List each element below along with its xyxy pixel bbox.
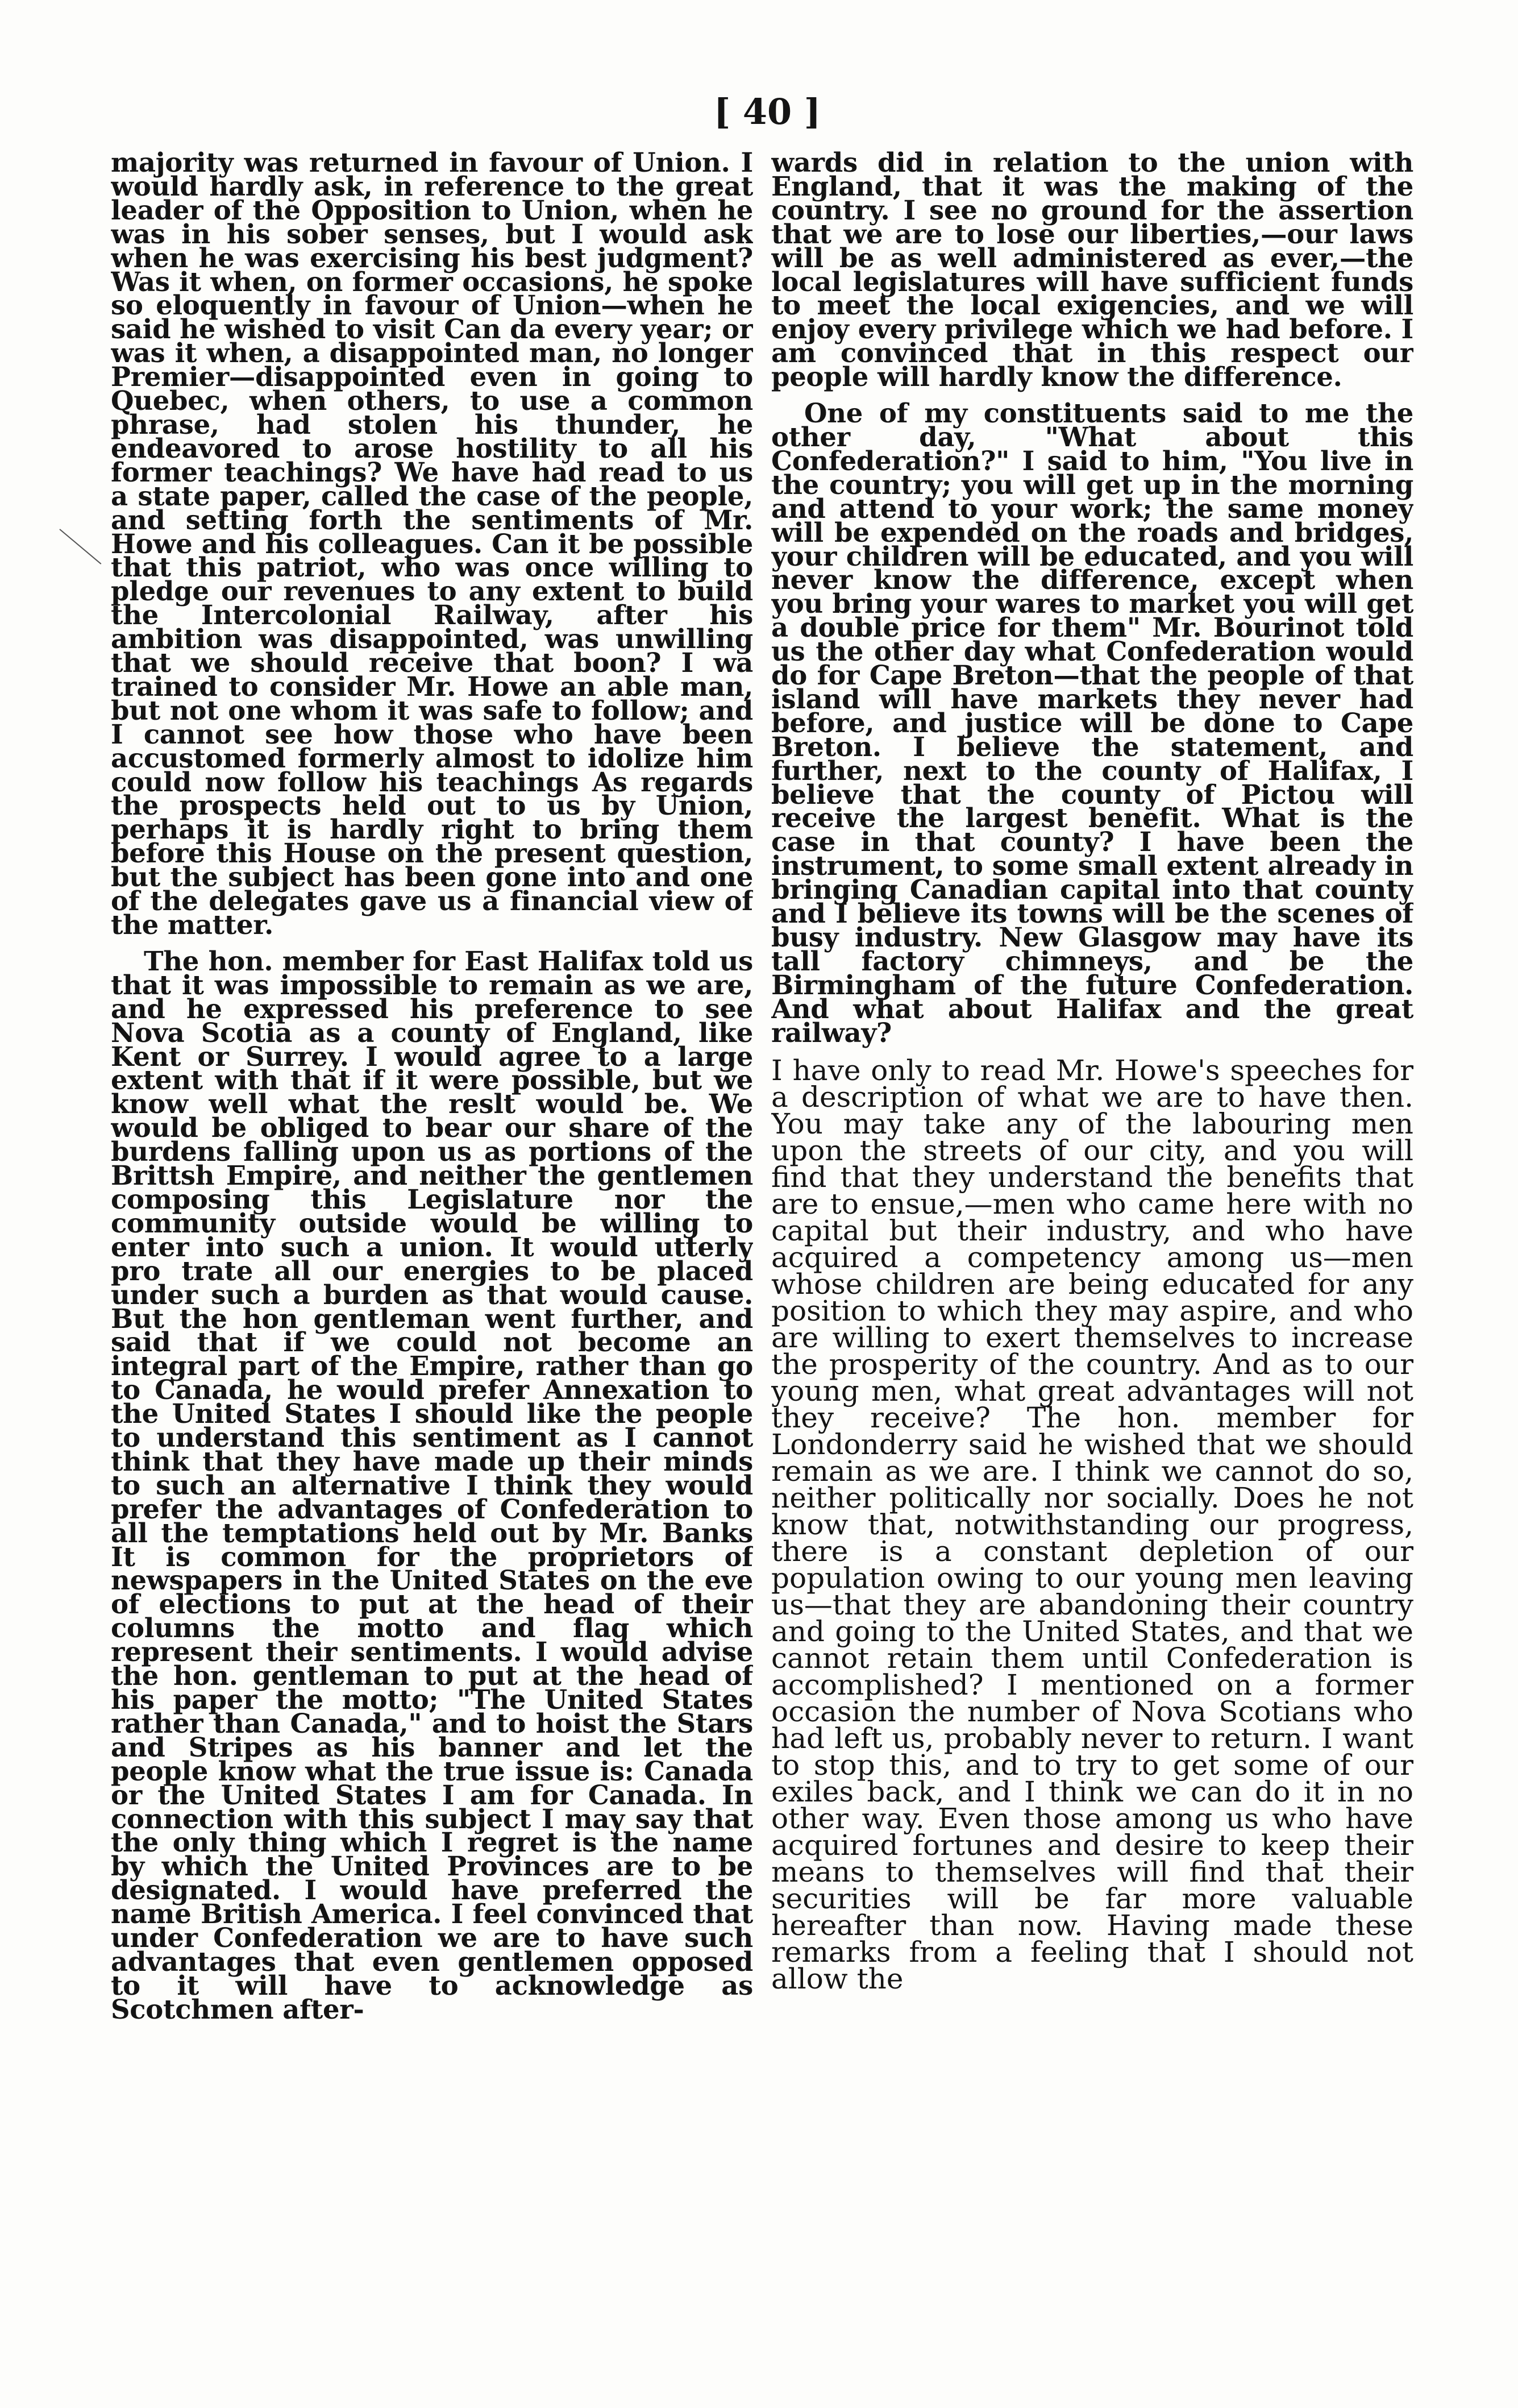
paragraph: wards did in relation to the union with England, that it was the making of the country. I see no ground for the assertion that we are to lose our liberties,—our laws will be as well administered as ever,—the local legislatures will have sufficient funds to meet the local exigencies, and we will enjoy every privilege which we had before. I am convinced that in this respect our people will hardly know the difference. [771,151,1413,393]
margin-mark [59,529,101,564]
paragraph: The hon. member for East Halifax told us that it was impossible to remain as we are, and he expressed his preference to see Nova Scotia as a county of England, like Kent or Surrey. I would agree to a large extent with that if it were possible, but we know well what the reslt would be. We would be obliged to bear our share of the burdens falling upon us as portions of the Brittsh Empire, and neither the gentlemen composing this Legislature nor the community outside would be willing to enter into such a union. It would utterly pro trate all our energies to be placed under such a burden as that would cause. But the hon gentleman went further, and said that if we could not become an integral part of the Empire, rather than go to Canada, he would prefer Annexation to the United States I should like the people to understand this sentiment as I cannot think that they have made up their minds to such an alternative I think they would prefer the advantages of Confederation to all the temptations held out by Mr. Banks It is common for the proprietors of newspapers in the United States on the eve of elections to put at the head of their columns the motto and flag which represent their sentiments. I would advise the hon. gentleman to put at the head of his paper the motto; "The United States rather than Canada," and to hoist the Stars and Stripes as his banner and let the people know what the true issue is: Canada or the United States I am for Canada. In connection with this subject I may say that the only thing which I regret is the name by which the United Provinces are to be designated. I would have preferred the name British America. I feel convinced that under Confederation we are to have such advantages that even gentlemen opposed to it will have to acknowledge as Scotchmen after- [111,945,753,2025]
paragraph: One of my constituents said to me the other day, "What about this Confederation?" I said to him, "You live in the country; you will get up in the morning and attend to your work; the same money will be expended on the roads and bridges, your children will be educated, and you will never know the difference, except when you bring your wares to market you will get a double price for them" Mr. Bourinot told us the other day what Confederation would do for Cape Breton—that the people of that island will have markets they never had before, and justice will be done to Cape Breton. I believe the statement, and further, next to the county of Halifax, I believe that the county of Pictou will receive the largest benefit. What is the case in that county? I have been the instrument, to some small extent already in bringing Canadian capital into that county and I believe its towns will be the scenes of busy industry. New Glasgow may have its tall factory chimneys, and be the Birmingham of the future Confederation. And what about Halifax and the great railway? [771,397,1413,1048]
paragraph: I have only to read Mr. Howe's speeches for a description of what we are to have then. You may take any of the labouring men upon the streets of our city, and you will find that they understand the benefits that are to ensue,—men who came here with no capital but their industry, and who have acquired a competency among us—men whose children are being educated for any position to which they may aspire, and who are willing to exert themselves to increase the prosperity of the country. And as to our young men, what great advantages will not they receive? The hon. member for Londonderry said he wished that we should remain as we are. I think we cannot do so, neither politically nor socially. Does he not know that, notwithstanding our progress, there is a constant depletion of our population owing to our young men leaving us—that they are abandoning their country and going to the United States, and that we cannot retain them until Confederation is accomplished? I mentioned on a former occasion the number of Nova Scotians who had left us, probably never to return. I want to stop this, and to try to get some of our exiles back, and I think we can do it in no other way. Even those among us who have acquired fortunes and desire to keep their means to themselves will find that their securities will be far more valuable hereafter than now. Having made these remarks from a feeling that I should not allow the [771,1053,1413,1995]
left-column [111,151,753,2385]
paragraph: majority was returned in favour of Union. I would hardly ask, in reference to the great leader of the Opposition to Union, when he was in his sober senses, but I would ask when he was exercising his best judgment? Was it when, on former occasions, he spoke so eloquently in favour of Union—when he said he wished to visit Can da every year; or was it when, a disappointed man, no longer Premier—disappointed even in going to Quebec, when others, to use a common phrase, had stolen his thunder, he endeavored to arose hostility to all his former teachings? We have had read to us a state paper, called the case of the people, and setting forth the sentiments of Mr. Howe and his colleagues. Can it be possible that this patriot, who was once willing to pledge our revenues to any extent to build the Intercolonial Railway, after his ambition was disappointed, was unwilling that we should receive that boon? I wa trained to consider Mr. Howe an able man, but not one whom it was safe to follow; and I cannot see how those who have been accustomed formerly almost to idolize him could now follow his teachings As regards the prospects held out to us by Union, perhaps it is hardly right to bring them before this House on the present question, but the subject has been gone into and one of the delegates gave us a financial view of the matter. [111,151,753,940]
right-column [771,151,1413,2385]
page-number: [ 40 ] [713,91,821,132]
